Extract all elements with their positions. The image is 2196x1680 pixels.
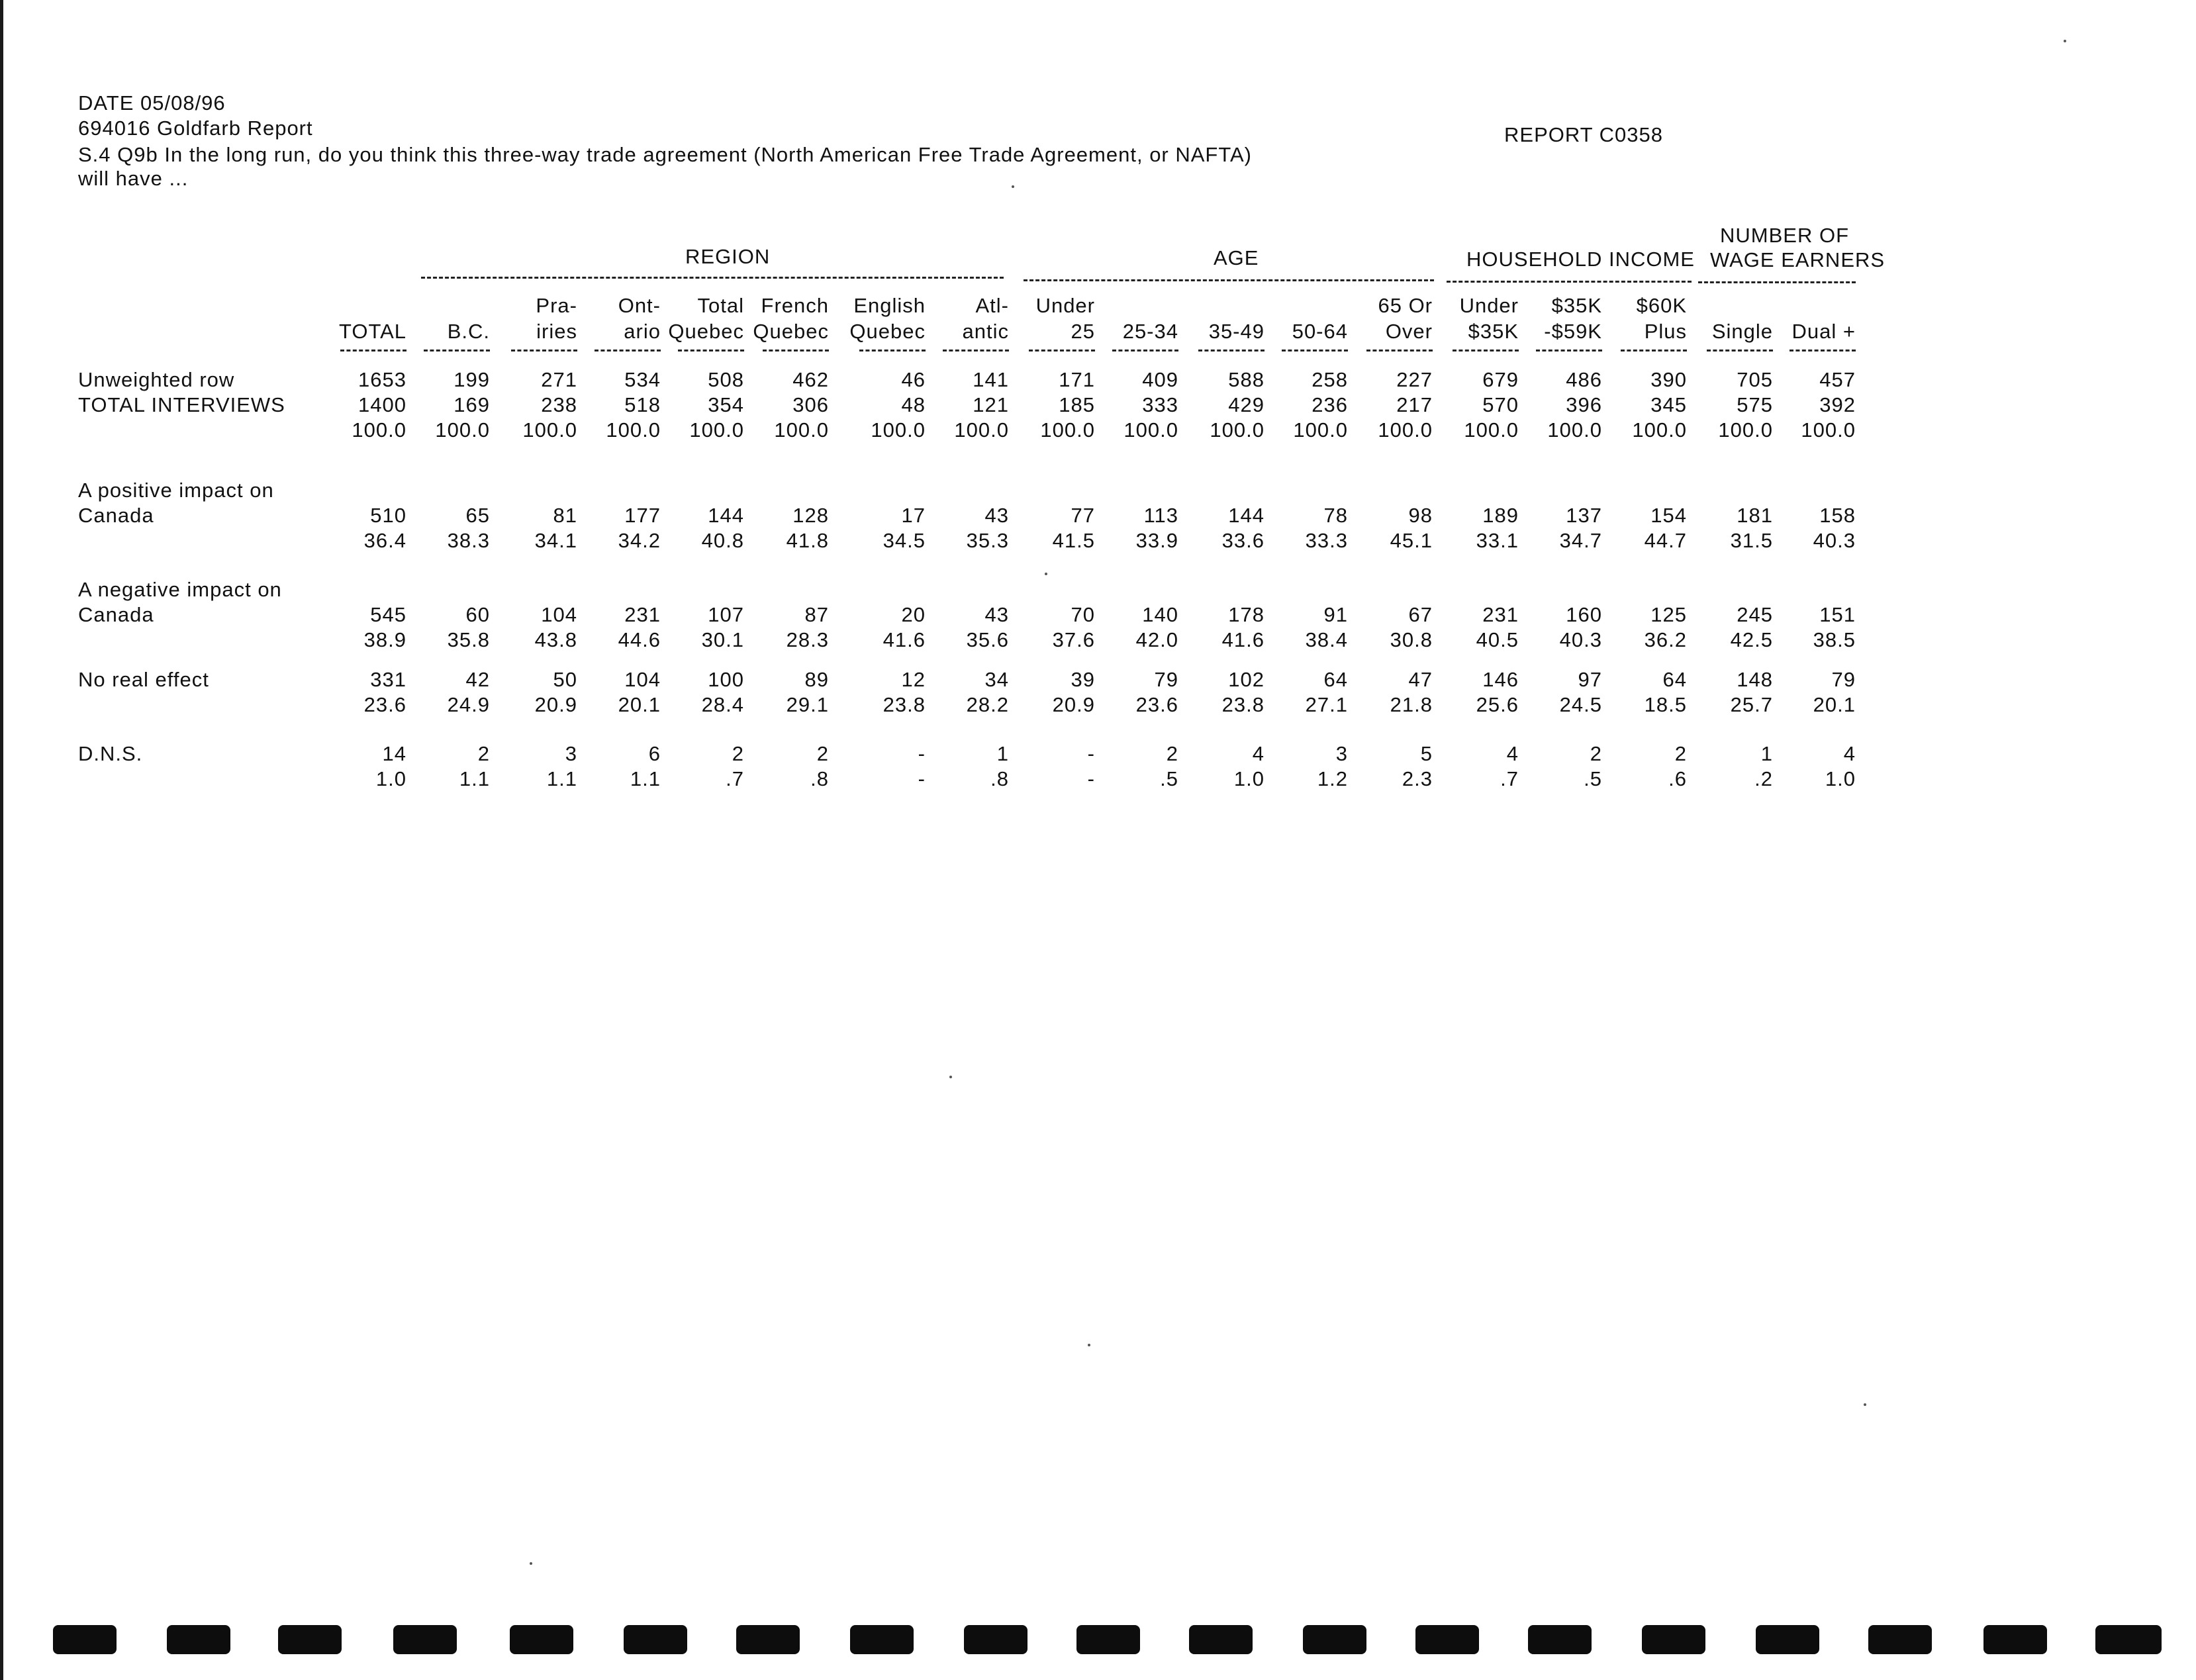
column-header-rule: [1707, 350, 1773, 351]
table-cell: 40.8: [701, 529, 744, 552]
scan-left-edge: [0, 0, 3, 1680]
perforation-hole: [278, 1625, 342, 1654]
column-header-rule: [678, 350, 744, 351]
table-cell: 154: [1650, 504, 1687, 527]
table-cell: 50: [553, 668, 577, 691]
table-cell: 64: [1323, 668, 1348, 691]
column-header-top: $35K: [1551, 294, 1602, 317]
table-cell: 12: [901, 668, 926, 691]
table-cell: 20.9: [1052, 693, 1095, 716]
row-label-continued: TOTAL INTERVIEWS: [78, 393, 285, 416]
scan-speck: [2064, 40, 2066, 42]
group-rule-age: [1024, 279, 1434, 281]
perforation-hole: [1528, 1625, 1592, 1654]
table-cell: 38.3: [447, 529, 490, 552]
table-cell: 169: [454, 393, 490, 416]
perforation-hole: [1303, 1625, 1366, 1654]
table-cell: 24.5: [1559, 693, 1602, 716]
table-cell: 104: [624, 668, 661, 691]
scan-speck: [1045, 573, 1047, 575]
row-label: A positive impact on: [78, 479, 274, 502]
table-cell: 33.6: [1221, 529, 1265, 552]
column-header-rule: [424, 350, 490, 351]
table-cell: .7: [1500, 767, 1519, 790]
table-cell: 30.8: [1390, 628, 1433, 651]
column-header: Quebec: [849, 320, 926, 343]
table-cell: 20.1: [1813, 693, 1856, 716]
column-header-top: Total: [697, 294, 744, 317]
table-cell: 158: [1819, 504, 1856, 527]
table-cell: 199: [454, 368, 490, 391]
table-cell: 67: [1408, 603, 1433, 626]
table-cell: 33.1: [1476, 529, 1519, 552]
table-cell: 21.8: [1390, 693, 1433, 716]
table-cell: 25.7: [1730, 693, 1773, 716]
table-cell: 30.1: [701, 628, 744, 651]
perforation-hole: [1983, 1625, 2047, 1654]
table-cell: 189: [1482, 504, 1519, 527]
table-cell: 79: [1154, 668, 1178, 691]
column-header-top: Under: [1459, 294, 1519, 317]
table-cell: -: [1087, 742, 1095, 765]
group-rule-income: [1447, 281, 1692, 283]
table-cell: 81: [553, 504, 577, 527]
table-cell: 35.6: [966, 628, 1009, 651]
table-cell: 100.0: [774, 418, 829, 442]
column-header: antic: [962, 320, 1009, 343]
column-header-top: Ont-: [618, 294, 661, 317]
table-cell: 35.8: [447, 628, 490, 651]
table-cell: -: [918, 767, 926, 790]
table-cell: 60: [465, 603, 490, 626]
table-cell: 148: [1737, 668, 1773, 691]
column-header: 50-64: [1292, 320, 1348, 343]
column-header: Dual +: [1791, 320, 1856, 343]
column-header: Single: [1711, 320, 1773, 343]
table-cell: 390: [1650, 368, 1687, 391]
table-cell: 534: [624, 368, 661, 391]
table-cell: 1.1: [459, 767, 490, 790]
table-cell: 227: [1396, 368, 1433, 391]
table-cell: 1400: [358, 393, 406, 416]
table-cell: 151: [1819, 603, 1856, 626]
perforation-hole: [53, 1625, 117, 1654]
table-cell: 4: [1252, 742, 1265, 765]
table-cell: 33.9: [1135, 529, 1178, 552]
table-cell: 121: [973, 393, 1009, 416]
table-cell: 91: [1323, 603, 1348, 626]
table-cell: 2.3: [1402, 767, 1433, 790]
column-header: 35-49: [1208, 320, 1265, 343]
column-header-rule: [1112, 350, 1178, 351]
table-cell: 508: [708, 368, 744, 391]
table-cell: .8: [990, 767, 1009, 790]
table-cell: 331: [370, 668, 406, 691]
table-cell: 20: [901, 603, 926, 626]
table-cell: 34: [984, 668, 1009, 691]
perforation-hole: [624, 1625, 687, 1654]
table-cell: 100.0: [352, 418, 406, 442]
table-cell: 23.8: [883, 693, 926, 716]
table-cell: 306: [792, 393, 829, 416]
table-cell: 144: [1228, 504, 1265, 527]
table-cell: 44.6: [618, 628, 661, 651]
table-cell: 140: [1142, 603, 1178, 626]
perforation-hole: [167, 1625, 230, 1654]
table-cell: 1653: [358, 368, 406, 391]
table-cell: 177: [624, 504, 661, 527]
table-cell: 2: [1590, 742, 1602, 765]
column-header-top: Pra-: [536, 294, 577, 317]
table-cell: 100.0: [1293, 418, 1348, 442]
table-cell: 40.3: [1559, 628, 1602, 651]
perforation-hole: [1868, 1625, 1932, 1654]
table-cell: 392: [1819, 393, 1856, 416]
table-cell: 575: [1737, 393, 1773, 416]
table-cell: 34.5: [883, 529, 926, 552]
table-cell: 144: [708, 504, 744, 527]
table-cell: 100.0: [1123, 418, 1178, 442]
table-cell: 141: [973, 368, 1009, 391]
column-header: -$59K: [1544, 320, 1602, 343]
table-cell: 31.5: [1730, 529, 1773, 552]
column-header: 25: [1071, 320, 1095, 343]
table-cell: 39: [1071, 668, 1095, 691]
table-cell: 41.5: [1052, 529, 1095, 552]
table-cell: 20.1: [618, 693, 661, 716]
table-cell: 100.0: [954, 418, 1009, 442]
table-cell: 42.0: [1135, 628, 1178, 651]
table-cell: 217: [1396, 393, 1433, 416]
table-cell: 409: [1142, 368, 1178, 391]
table-cell: .2: [1754, 767, 1773, 790]
column-header: Over: [1385, 320, 1433, 343]
table-cell: 14: [382, 742, 406, 765]
table-cell: 333: [1142, 393, 1178, 416]
table-cell: 29.1: [786, 693, 829, 716]
column-header: TOTAL: [338, 320, 406, 343]
column-header-rule: [943, 350, 1009, 351]
table-cell: 38.5: [1813, 628, 1856, 651]
table-cell: 33.3: [1305, 529, 1348, 552]
perforation-hole: [736, 1625, 800, 1654]
column-header-rule: [511, 350, 577, 351]
table-cell: 27.1: [1305, 693, 1348, 716]
column-header-top: Under: [1035, 294, 1095, 317]
report-code: REPORT C0358: [1504, 123, 1664, 146]
group-header-age: AGE: [1214, 246, 1259, 269]
table-cell: 42.5: [1730, 628, 1773, 651]
column-header: Plus: [1644, 320, 1687, 343]
table-cell: 41.6: [1221, 628, 1265, 651]
table-cell: 2: [1674, 742, 1687, 765]
group-rule-wage-earners: [1698, 281, 1856, 283]
perforation-hole: [964, 1625, 1027, 1654]
row-label: A negative impact on: [78, 578, 282, 601]
table-cell: 45.1: [1390, 529, 1433, 552]
table-cell: 5: [1420, 742, 1433, 765]
table-cell: 100.0: [1801, 418, 1856, 442]
table-cell: 518: [624, 393, 661, 416]
table-cell: 87: [804, 603, 829, 626]
table-cell: .5: [1584, 767, 1602, 790]
table-cell: 1.2: [1317, 767, 1348, 790]
table-cell: 48: [901, 393, 926, 416]
table-cell: 37.6: [1052, 628, 1095, 651]
table-cell: 510: [370, 504, 406, 527]
table-cell: 34.7: [1559, 529, 1602, 552]
table-cell: 128: [792, 504, 829, 527]
table-cell: 28.3: [786, 628, 829, 651]
table-cell: 588: [1228, 368, 1265, 391]
table-cell: 100.0: [1378, 418, 1433, 442]
table-cell: 23.6: [1135, 693, 1178, 716]
table-cell: -: [1087, 767, 1095, 790]
table-cell: 89: [804, 668, 829, 691]
table-cell: 100.0: [689, 418, 744, 442]
column-header-top: 65 Or: [1378, 294, 1433, 317]
table-cell: 100: [708, 668, 744, 691]
table-cell: 47: [1408, 668, 1433, 691]
table-cell: 160: [1566, 603, 1602, 626]
table-cell: 1.1: [546, 767, 577, 790]
table-cell: 42: [465, 668, 490, 691]
table-cell: 23.8: [1221, 693, 1265, 716]
table-cell: .7: [726, 767, 744, 790]
table-cell: 2: [732, 742, 744, 765]
table-cell: 17: [901, 504, 926, 527]
column-header-top: Atl-: [975, 294, 1009, 317]
table-cell: 3: [1335, 742, 1348, 765]
column-header: 25-34: [1122, 320, 1178, 343]
column-header-rule: [1621, 350, 1687, 351]
perforation-hole: [1642, 1625, 1705, 1654]
table-cell: 100.0: [1632, 418, 1687, 442]
table-cell: 100.0: [522, 418, 577, 442]
table-cell: 462: [792, 368, 829, 391]
column-header-rule: [859, 350, 926, 351]
table-cell: 43: [984, 504, 1009, 527]
table-cell: 34.1: [534, 529, 577, 552]
table-cell: 258: [1312, 368, 1348, 391]
table-cell: 178: [1228, 603, 1265, 626]
table-cell: 28.4: [701, 693, 744, 716]
table-cell: 100.0: [1040, 418, 1095, 442]
column-header: Quebec: [753, 320, 829, 343]
table-cell: 24.9: [447, 693, 490, 716]
table-cell: 545: [370, 603, 406, 626]
table-cell: 43: [984, 603, 1009, 626]
table-cell: 137: [1566, 504, 1602, 527]
table-cell: 38.4: [1305, 628, 1348, 651]
table-cell: 18.5: [1644, 693, 1687, 716]
scan-speck: [1864, 1403, 1866, 1406]
table-cell: 100.0: [606, 418, 661, 442]
table-cell: 125: [1650, 603, 1687, 626]
table-cell: 102: [1228, 668, 1265, 691]
table-cell: 70: [1071, 603, 1095, 626]
table-cell: 705: [1737, 368, 1773, 391]
table-cell: 146: [1482, 668, 1519, 691]
perforation-hole: [1076, 1625, 1140, 1654]
column-header: B.C.: [447, 320, 490, 343]
table-cell: 679: [1482, 368, 1519, 391]
group-header-wage-earners-line2: WAGE EARNERS: [1710, 248, 1886, 271]
row-label-continued: Canada: [78, 504, 154, 527]
column-header-top: English: [853, 294, 926, 317]
table-cell: 570: [1482, 393, 1519, 416]
table-cell: 100.0: [1210, 418, 1265, 442]
table-cell: 40.5: [1476, 628, 1519, 651]
table-cell: 6: [648, 742, 661, 765]
table-cell: 4: [1506, 742, 1519, 765]
table-cell: .8: [810, 767, 829, 790]
question-text-continued: will have ...: [78, 167, 189, 190]
table-cell: 171: [1059, 368, 1095, 391]
column-header-rule: [340, 350, 406, 351]
column-header: iries: [536, 320, 577, 343]
perforation-hole: [2095, 1625, 2162, 1654]
table-cell: 181: [1737, 504, 1773, 527]
table-cell: 104: [541, 603, 577, 626]
table-cell: 23.6: [363, 693, 406, 716]
table-cell: 36.2: [1644, 628, 1687, 651]
table-cell: 231: [1482, 603, 1519, 626]
row-label-continued: Canada: [78, 603, 154, 626]
perforation-hole: [393, 1625, 457, 1654]
group-header-region: REGION: [685, 245, 771, 268]
table-cell: 238: [541, 393, 577, 416]
column-header-rule: [1453, 350, 1519, 351]
table-cell: 28.2: [966, 693, 1009, 716]
perforation-hole: [510, 1625, 573, 1654]
table-cell: 2: [816, 742, 829, 765]
row-label: No real effect: [78, 668, 209, 691]
scan-speck: [949, 1076, 952, 1078]
column-header: $35K: [1468, 320, 1519, 343]
table-cell: 354: [708, 393, 744, 416]
column-header-rule: [595, 350, 661, 351]
table-cell: 1: [1760, 742, 1773, 765]
table-cell: 396: [1566, 393, 1602, 416]
column-header-rule: [1366, 350, 1433, 351]
table-cell: 78: [1323, 504, 1348, 527]
table-cell: 486: [1566, 368, 1602, 391]
column-header: ario: [624, 320, 661, 343]
table-cell: 41.8: [786, 529, 829, 552]
table-cell: 429: [1228, 393, 1265, 416]
table-cell: .5: [1160, 767, 1178, 790]
table-cell: 35.3: [966, 529, 1009, 552]
table-cell: 40.3: [1813, 529, 1856, 552]
table-cell: 38.9: [363, 628, 406, 651]
table-cell: 4: [1843, 742, 1856, 765]
table-cell: 41.6: [883, 628, 926, 651]
column-header-top: French: [761, 294, 829, 317]
table-cell: 271: [541, 368, 577, 391]
table-cell: 100.0: [435, 418, 490, 442]
table-cell: 46: [901, 368, 926, 391]
row-label: Unweighted row: [78, 368, 235, 391]
column-header-rule: [1536, 350, 1602, 351]
table-cell: 185: [1059, 393, 1095, 416]
report-name: 694016 Goldfarb Report: [78, 117, 313, 140]
perforation-hole: [850, 1625, 914, 1654]
table-cell: 245: [1737, 603, 1773, 626]
table-cell: 107: [708, 603, 744, 626]
table-cell: 44.7: [1644, 529, 1687, 552]
table-cell: 100.0: [1718, 418, 1773, 442]
scan-speck: [1088, 1344, 1090, 1346]
table-cell: .6: [1668, 767, 1687, 790]
table-cell: 20.9: [534, 693, 577, 716]
table-cell: 43.8: [534, 628, 577, 651]
perforation-hole: [1756, 1625, 1819, 1654]
table-cell: 1.1: [630, 767, 661, 790]
table-cell: 100.0: [871, 418, 926, 442]
perforation-hole: [1189, 1625, 1253, 1654]
table-cell: 345: [1650, 393, 1687, 416]
table-cell: 2: [1166, 742, 1178, 765]
scan-speck: [530, 1562, 532, 1565]
table-cell: 34.2: [618, 529, 661, 552]
table-cell: 36.4: [363, 529, 406, 552]
report-date: DATE 05/08/96: [78, 91, 226, 115]
table-cell: 1.0: [375, 767, 406, 790]
table-cell: 3: [565, 742, 577, 765]
column-header-rule: [763, 350, 829, 351]
column-header: Quebec: [668, 320, 744, 343]
column-header-top: $60K: [1636, 294, 1687, 317]
row-label: D.N.S.: [78, 742, 143, 765]
table-cell: -: [918, 742, 926, 765]
column-header-rule: [1282, 350, 1348, 351]
table-cell: 457: [1819, 368, 1856, 391]
table-cell: 77: [1071, 504, 1095, 527]
table-cell: 1: [996, 742, 1009, 765]
scan-speck: [1012, 185, 1014, 188]
table-cell: 64: [1662, 668, 1687, 691]
column-header-rule: [1029, 350, 1095, 351]
question-text: S.4 Q9b In the long run, do you think this three-way trade agreement (North American Free Trade Agreement, or NAFTA): [78, 143, 1253, 166]
table-cell: 98: [1408, 504, 1433, 527]
table-cell: 65: [465, 504, 490, 527]
table-cell: 100.0: [1464, 418, 1519, 442]
table-cell: 113: [1143, 504, 1178, 527]
table-cell: 1.0: [1825, 767, 1856, 790]
table-cell: 1.0: [1233, 767, 1265, 790]
group-header-household-income: HOUSEHOLD INCOME: [1466, 248, 1695, 271]
table-cell: 79: [1831, 668, 1856, 691]
table-cell: 97: [1578, 668, 1602, 691]
group-header-wage-earners-line1: NUMBER OF: [1720, 224, 1849, 247]
group-rule-region: [421, 277, 1004, 279]
table-cell: 231: [624, 603, 661, 626]
table-cell: 25.6: [1476, 693, 1519, 716]
table-cell: 236: [1312, 393, 1348, 416]
perforation-hole: [1415, 1625, 1479, 1654]
column-header-rule: [1198, 350, 1265, 351]
table-cell: 2: [477, 742, 490, 765]
table-cell: 100.0: [1547, 418, 1602, 442]
column-header-rule: [1790, 350, 1856, 351]
